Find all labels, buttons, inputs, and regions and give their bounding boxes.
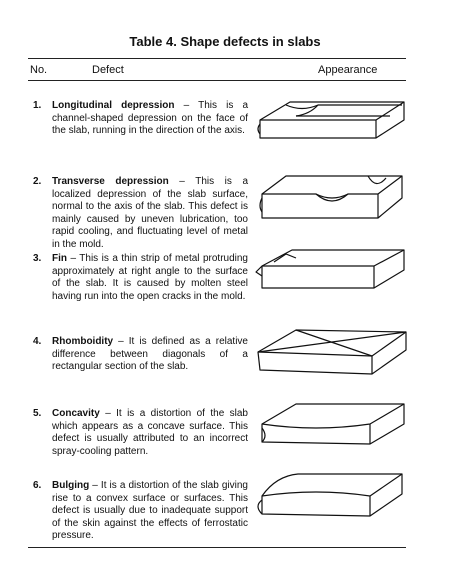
concavity-illustration: [252, 400, 412, 460]
bulging-illustration: [252, 470, 412, 530]
row-5-text: [52, 408, 248, 458]
row-4-number: 4.: [33, 336, 42, 347]
row-6-description: – It is a distortion of the slab giving rise to a convex surface or surfaces. This defect is usually due to inadequate support of the skin against the effects of ferrostatic pressure.: [52, 480, 248, 541]
row-6-text: [52, 480, 248, 543]
fin-illustration: [252, 246, 412, 306]
row-6-name: Bulging: [52, 480, 90, 491]
row-4-text: [52, 336, 248, 374]
row-1-description: – This is a channel-shaped depression on the face of the slab, running in the direction of the axis.: [52, 100, 249, 136]
header-bottom-rule: [28, 80, 406, 81]
row-4-name: Rhomboidity: [52, 336, 114, 347]
header-appearance: Appearance: [318, 64, 378, 76]
header-top-rule: [28, 58, 406, 59]
row-1-name: Longitudinal depression: [52, 100, 175, 111]
row-5-name: Concavity: [52, 408, 100, 419]
row-5-number: 5.: [33, 408, 42, 419]
row-3-text: [52, 253, 248, 303]
longitudinal-depression-illustration: [252, 96, 412, 156]
table-title: Table 4. Shape defects in slabs: [129, 34, 321, 49]
row-2-description: – This is a localized depression of the slab surface, normal to the axis of the slab. This defect is mainly caused by uneven lubrication, too rapid cooling, and fluctuating level of metal in the mold.: [52, 176, 249, 250]
row-3-description: – This is a thin strip of metal protruding approximately at right angle to the surface of the slab. It is caused by molten steel having run into the open cracks in the mold.: [52, 253, 248, 302]
row-1-text: [52, 100, 248, 138]
row-3-number: 3.: [33, 253, 42, 264]
transverse-depression-illustration: [252, 172, 412, 232]
row-2-number: 2.: [33, 176, 42, 187]
row-5-description: – It is a distortion of the slab which appears as a concave surface. This defect is usually attributed to an incorrect spray-cooling pattern.: [52, 408, 248, 457]
row-2-name: Transverse depression: [52, 176, 169, 187]
row-2-text: [52, 176, 248, 251]
row-3-name: Fin: [52, 253, 67, 264]
row-1-number: 1.: [33, 100, 42, 111]
header-defect: Defect: [92, 64, 124, 76]
table-bottom-rule: [28, 547, 406, 548]
header-no: No.: [30, 64, 48, 76]
row-4-description: – It is defined as a relative difference between diagonals of a rectangular section of the slab.: [52, 336, 248, 372]
row-6-number: 6.: [33, 480, 42, 491]
rhomboidity-illustration: [252, 328, 412, 388]
